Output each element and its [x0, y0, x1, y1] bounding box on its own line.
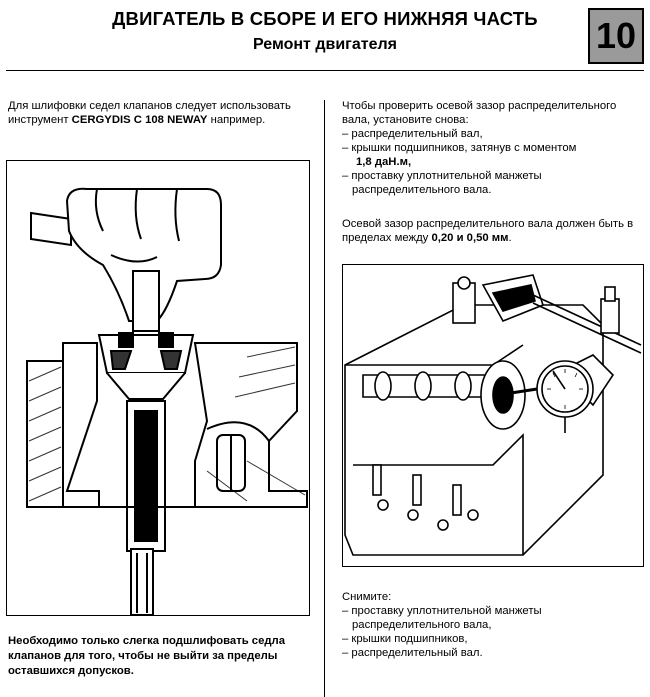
- header-divider: [6, 70, 644, 71]
- intro-suffix: например.: [207, 114, 266, 126]
- grinding-note: Необходимо только слегка подшлифовать седла клапанов для того, чтобы не выйти за пределы оставшихся допусков.: [8, 635, 286, 677]
- dial-indicator-illustration: [343, 265, 643, 566]
- remove-title: Снимите:: [342, 591, 392, 603]
- remove-item: – проставку уплотнительной манжеты распределительного вала,: [342, 605, 542, 631]
- valve-seat-tool-figure: [6, 160, 310, 616]
- left-intro-paragraph: [8, 99, 308, 127]
- gap-text: Осевой зазор распределительного вала должен быть в пределах между: [342, 218, 634, 244]
- page-title: ДВИГАТЕЛЬ В СБОРЕ И ЕГО НИЖНЯЯ ЧАСТЬ: [112, 8, 538, 29]
- check-paragraph: [342, 99, 642, 197]
- page-header: [0, 8, 650, 54]
- check-item: – распределительный вал,: [342, 128, 483, 140]
- gap-paragraph: [342, 217, 642, 245]
- page-subtitle: Ремонт двигателя: [253, 36, 397, 53]
- intro-text: Для шлифовки седел клапанов следует использовать инструмент: [8, 100, 291, 126]
- check-item: – проставку уплотнительной манжеты распределительного вала.: [342, 170, 542, 196]
- camshaft-endplay-figure: [342, 264, 644, 567]
- column-divider: [324, 100, 325, 697]
- check-intro: Чтобы проверить осевой зазор распределительного вала, установите снова:: [342, 100, 617, 126]
- gap-suffix: .: [508, 232, 512, 244]
- torque-line: [342, 155, 642, 169]
- torque-value: 1,8 даН.м,: [356, 156, 412, 168]
- valve-seat-tool-illustration: [7, 161, 309, 615]
- tool-name: CERGYDIS C 108 NEWAY: [71, 114, 208, 126]
- remove-item: – крышки подшипников,: [342, 633, 468, 645]
- section-number-badge: 10: [588, 8, 644, 64]
- remove-paragraph: [342, 590, 642, 660]
- gap-value: 0,20 и 0,50 мм: [431, 232, 509, 244]
- check-item: – крышки подшипников, затянув с моментом: [342, 142, 577, 154]
- remove-item: – распределительный вал.: [342, 647, 483, 659]
